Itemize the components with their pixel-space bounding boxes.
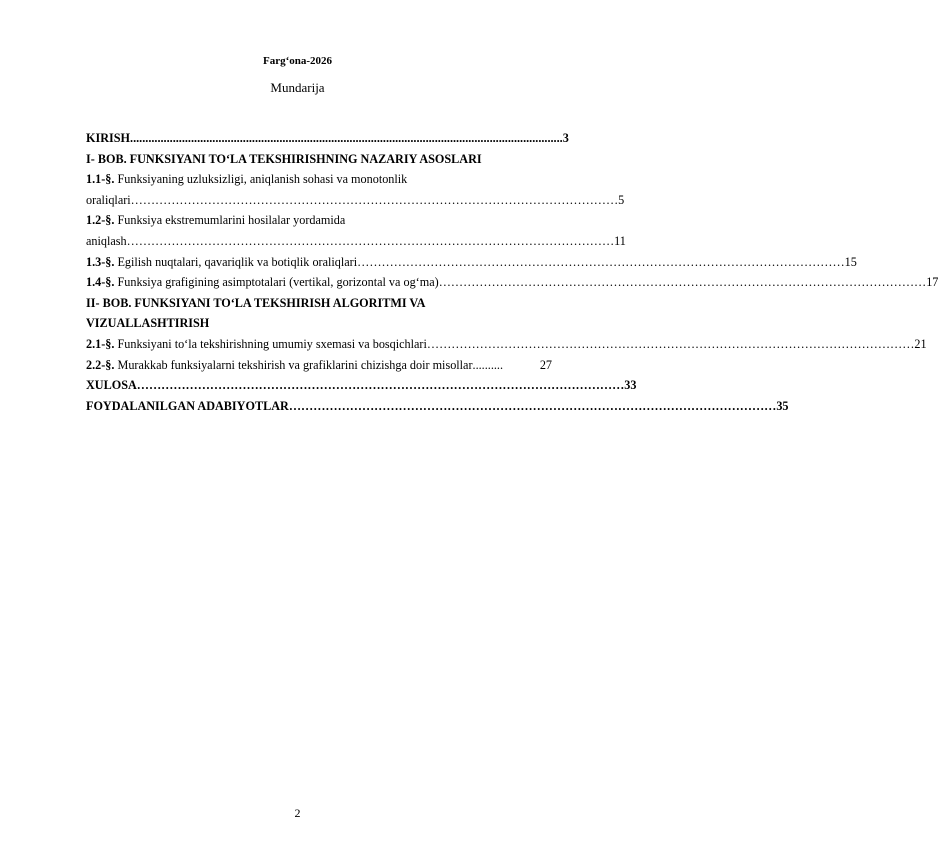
section-number: 1.3-§. (86, 254, 115, 269)
toc-page-number: 15 (844, 254, 857, 269)
toc-page-number: 5 (618, 192, 625, 207)
section-number: 1.4-§. (86, 275, 115, 290)
toc-entry-1-2-line1[interactable] (86, 210, 552, 231)
section-number: 1.1-§. (86, 172, 115, 187)
toc-entry-label: Funksiya grafigining asimptotalari (vertikal, gorizontal va og‘ma) (117, 275, 439, 290)
toc-entry-label: FOYDALANILGAN ADABIYOTLAR (86, 398, 289, 413)
toc-leader-dots: ………………………………………………………………………………………………………… (288, 398, 777, 413)
toc-page-number: 17 (926, 275, 938, 290)
toc-chapter-2-line1[interactable]: II- BOB. FUNKSIYANI TO‘LA TEKSHIRISH ALGORITMI VA (86, 295, 426, 310)
toc-entry-2-1[interactable] (86, 334, 927, 355)
toc-entry-label: XULOSA (86, 378, 137, 393)
toc-chapter-1[interactable]: I- BOB. FUNKSIYANI TO‘LA TEKSHIRISHNING NAZARIY ASOSLARI (86, 151, 482, 166)
table-of-contents (86, 128, 938, 416)
toc-leader-dots: ………………………………………………………………………………………………………… (426, 336, 915, 351)
toc-page-number: 27 (539, 357, 552, 372)
toc-entry-label: Funksiya ekstremumlarini hosilalar yordamida (117, 213, 346, 228)
toc-page-number: 21 (914, 336, 927, 351)
toc-page-number: 35 (776, 398, 789, 413)
toc-entry-kirish[interactable] (86, 128, 569, 149)
toc-leader-dots: ………………………………………………………………………………………………………… (126, 233, 615, 248)
toc-entry-1-3[interactable] (86, 252, 857, 273)
toc-entry-xulosa[interactable] (86, 375, 637, 396)
toc-entry-1-4[interactable] (86, 272, 938, 293)
toc-leader-dots: ………………………………………………………………………………………………………… (438, 275, 927, 290)
toc-entry-1-1-line2[interactable] (86, 190, 625, 211)
toc-leader-dots: ………………………………………………………………………………………………………… (136, 378, 625, 393)
toc-entry-label: Murakkab funksiyalarni tekshirish va grafiklarini chizishga doir misollar (117, 357, 473, 372)
toc-chapter-2-line2[interactable]: VIZUALLASHTIRISH (86, 316, 210, 331)
toc-leader-dots: .......... (472, 357, 503, 372)
toc-entry-label: oraliqlari (86, 192, 131, 207)
toc-entry-label: Funksiyaning uzluksizligi, aniqlanish sohasi va monotonlik (117, 172, 408, 187)
toc-leader-dots: .............................................................................................................................................. (130, 131, 563, 145)
toc-entry-2-2[interactable] (86, 355, 552, 376)
page-title: Mundarija (270, 80, 325, 95)
toc-page-number: 3 (562, 131, 569, 145)
toc-entry-adabiyotlar[interactable] (86, 396, 789, 417)
toc-leader-dots: ………………………………………………………………………………………………………… (130, 192, 619, 207)
toc-entry-1-2-line2[interactable] (86, 231, 626, 252)
toc-entry-1-1-line1[interactable] (86, 169, 552, 190)
toc-entry-label: Funksiyani to‘la tekshirishning umumiy sxemasi va bosqichlari (117, 336, 427, 351)
toc-entry-label: Egilish nuqtalari, qavariqlik va botiqlik oraliqlari (117, 254, 358, 269)
toc-page-number: 11 (614, 233, 626, 248)
toc-entry-label: KIRISH (86, 131, 131, 145)
page-number: 2 (294, 806, 301, 820)
section-number: 1.2-§. (86, 213, 115, 228)
section-number: 2.1-§. (86, 336, 115, 351)
toc-leader-dots: ………………………………………………………………………………………………………… (357, 254, 845, 269)
section-number: 2.2-§. (86, 357, 115, 372)
toc-entry-label: aniqlash (86, 233, 127, 248)
toc-page-number: 33 (624, 378, 637, 393)
city-year-heading: Farg‘ona-2026 (262, 55, 333, 67)
